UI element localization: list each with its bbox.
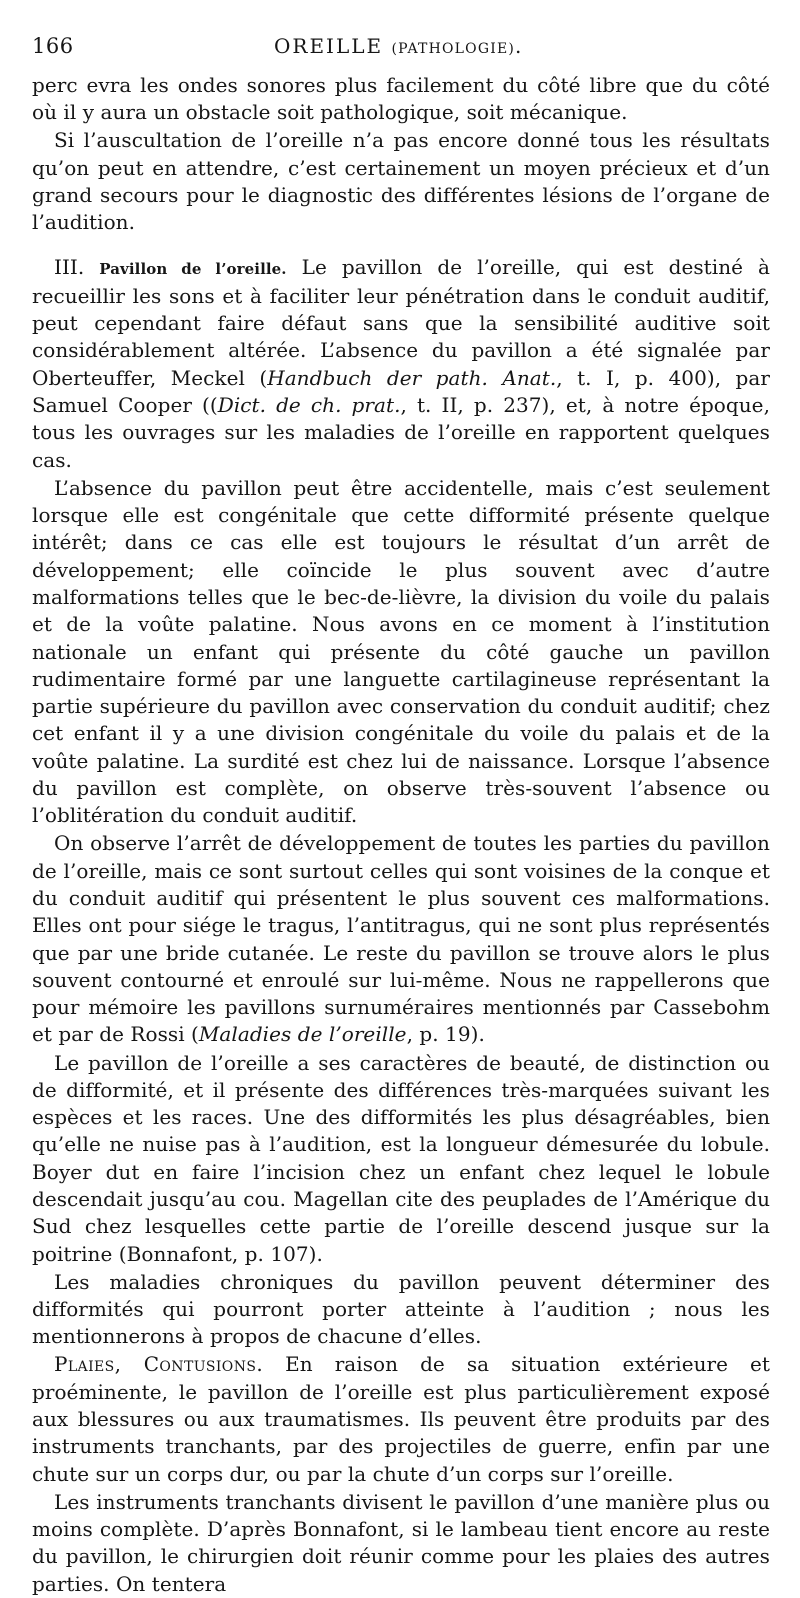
section-number: III. <box>54 254 85 279</box>
section-heading: Pavillon de l’oreille. <box>99 259 287 278</box>
paragraph-text: , p. 19). <box>406 1022 485 1047</box>
paragraph-pavillon-intro <box>32 254 770 474</box>
running-title-main: OREILLE <box>274 34 384 58</box>
paragraph-maladies-chroniques: Les maladies chroniques du pavillon peuvent déterminer des difformités qui pourront porter atteinte à l’audition ; nous les mentionnerons à propos de chacune d’elles. <box>32 1269 770 1349</box>
paragraph-instruments: Les instruments tranchants divisent le pavillon d’une manière plus ou moins complète. D’après Bonnafont, si le lambeau tient encore au reste du pavillon, le chirurgien doit réunir comme pour les plaies des autres parties. On tentera <box>32 1489 770 1596</box>
paragraph-text: , t. II, p. 237), et, à notre époque, tous les ouvrages sur les maladies de l’oreille en rapportent quelques cas. <box>32 393 770 472</box>
paragraph-text: Le pavillon de l’oreille, qui est destiné à recueillir les sons et à faciliter leur pénétration dans le conduit auditif, peut cependant faire défaut sans que la sensibilité auditive soit considérablement altérée. L’absence du pavillon a été signalée par Oberteuffer, Meckel ( <box>32 254 770 390</box>
paragraph-beaute: Le pavillon de l’oreille a ses caractères de beauté, de distinction ou de difformité, et il présente des différences très-marquées suivant les espèces et les races. Une des difformités les plus désagréables, bien qu’elle ne nuise pas à l’audition, est la longueur démesurée du lobule. Boyer dut en faire l’incision chez un enfant chez lequel le lobule descendait jusqu’au cou. Magellan cite des peuplades de l’Amérique du Sud chez lesquelles cette partie de l’oreille descend jusque sur la poitrine (Bonnafont, p. 107). <box>32 1050 770 1266</box>
subsection-heading: Plaies, Contusions. <box>54 1352 264 1377</box>
citation-title: Dict. de ch. prat. <box>217 393 401 418</box>
paragraph-text: On observe l’arrêt de développement de toutes les parties du pavillon de l’oreille, mais ce sont surtout celles qui sont voisines de la conque et du conduit auditif qui présentent le plus souvent ces malformations. Elles ont pour siége le tragus, l’antitragus, qui ne sont plus représentés que par une bride cutanée. Le reste du pavillon se trouve alors le plus souvent contourné et enroulé sur lui-même. Nous ne rappellerons que pour mémoire les pavillons surnuméraires mentionnés par Cassebohm et par de Rossi ( <box>32 831 770 1047</box>
running-title <box>274 34 523 58</box>
running-title-end: . <box>515 34 524 58</box>
paragraph-auscultation: Si l’auscultation de l’oreille n’a pas encore donné tous les résultats qu’on peut en attendre, c’est certainement un moyen précieux et d’un grand secours pour le diagnostic des différentes lésions de l’organe de l’audition. <box>32 128 770 235</box>
body-text <box>32 72 770 1598</box>
paragraph-text: , t. I, p. 400), par Samuel Cooper (( <box>32 365 770 418</box>
page-number: 166 <box>32 34 74 58</box>
page-header <box>32 34 770 72</box>
paragraph-arret-developpement <box>32 830 770 1048</box>
running-title-sub: (PATHOLOGIE) <box>391 41 516 57</box>
paragraph-absence: L’absence du pavillon peut être accidentelle, mais c’est seulement lorsque elle est congénitale que cette difformité présente quelque intérêt; dans ce cas elle est toujours le résultat d’un arrêt de développement; elle coïncide le plus souvent avec d’autre malformations telles que le bec-de-lièvre, la division du voile du palais et de la voûte palatine. Nous avons en ce moment à l’institution nationale un enfant qui présente du côté gauche un pavillon rudimentaire formé par une languette cartilagineuse représentant la partie supérieure du pavillon avec conservation du conduit auditif; chez cet enfant il y a une division congénitale du voile du palais et de la voûte palatine. La surdité est chez lui de naissance. Lorsque l’absence du pavillon est complète, on observe très-souvent l’absence ou l’oblitération du conduit auditif. <box>32 475 770 828</box>
paragraph-continuation: perc evra les ondes sonores plus facilement du côté libre que du côté où il y aura un obstacle soit pathologique, soit mécanique. <box>32 73 770 125</box>
citation-title: Maladies de l’oreille <box>198 1022 407 1047</box>
citation-title: Handbuch der path. Anat. <box>267 365 557 390</box>
paragraph-text: En raison de sa situation extérieure et proéminente, le pavillon de l’oreille est plus particulièrement exposé aux blessures ou aux traumatismes. Ils peuvent être produits par des instruments tranchants, par des projectiles de guerre, enfin par une chute sur un corps dur, ou par la chute d’un corps sur l’oreille. <box>32 1352 770 1486</box>
paragraph-plaies <box>32 1351 770 1487</box>
